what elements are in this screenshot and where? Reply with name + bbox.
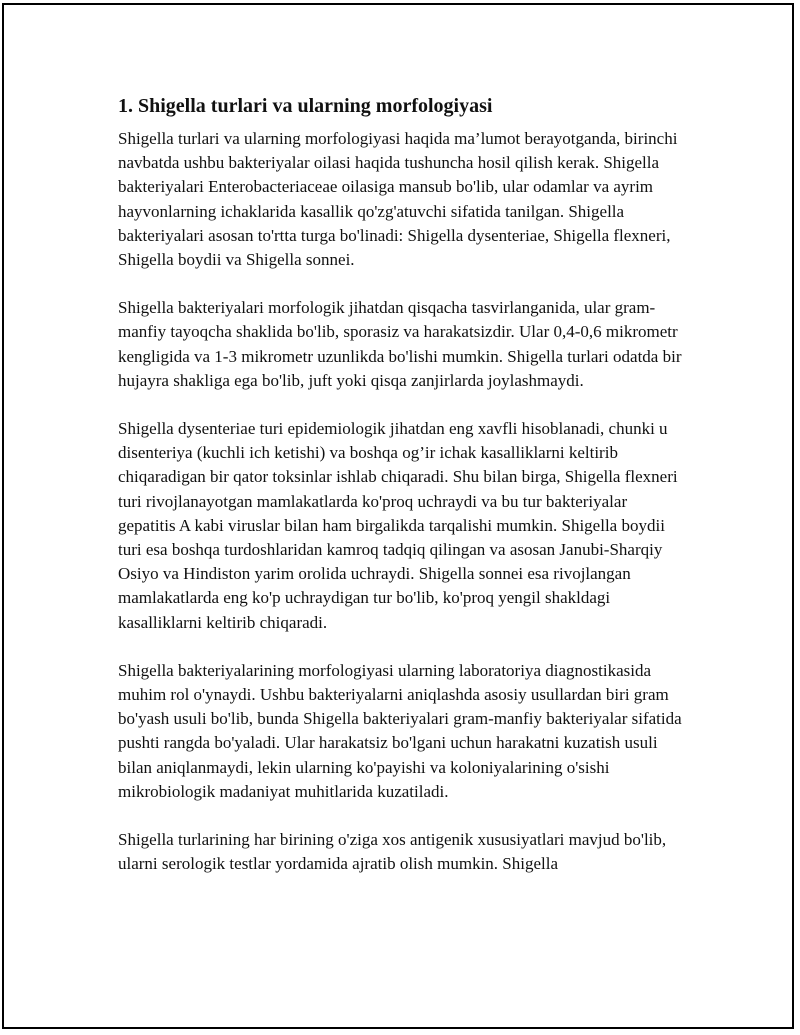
paragraph-intro: Shigella turlari va ularning morfologiyasi haqida ma’lumot berayotganda, birinchi navbatda ushbu bakteriyalar oilasi haqida tushuncha hosil qilish kerak. Shigella bakteriyalari Enterobacteriaceae oilasiga mansub bo'lib, ular odamlar va ayrim hayvonlarning ichaklarida kasallik qo'zg'atuvchi sifatida tanilgan. Shigella bakteriyalari asosan to'rtta turga bo'linadi: Shigella dysenteriae, Shigella flexneri, Shigella boydii va Shigella sonnei. xyxy=(118,129,678,270)
paragraph-morphology: Shigella bakteriyalari morfologik jihatdan qisqacha tasvirlanganida, ular gram-manfiy tayoqcha shaklida bo'lib, sporasiz va harakatsizdir. Ular 0,4-0,6 mikrometr kengligida va 1-3 mikrometr uzunlikda bo'lishi mumkin. Shigella turlari odatda bir hujayra shakliga ega bo'lib, juft yoki qisqa zanjirlarda joylashmaydi. xyxy=(118,298,682,390)
section-heading: 1. Shigella turlari va ularning morfologiyasi xyxy=(118,95,493,117)
document-body xyxy=(118,93,688,876)
paragraph-diagnostics: Shigella bakteriyalarining morfologiyasi ularning laboratoriya diagnostikasida muhim rol o'ynaydi. Ushbu bakteriyalarni aniqlashda asosiy usullardan biri gram bo'yash usuli bo'lib, bunda Shigella bakteriyalari gram-manfiy bakteriyalar sifatida pushti rangda bo'yaladi. Ular harakatsiz bo'lgani uchun harakatni kuzatish usuli bilan aniqlanmaydi, lekin ularning ko'payishi va koloniyalarining o'sishi mikrobiologik madaniyat muhitlarida kuzatiladi. xyxy=(118,660,682,801)
paragraph-species: Shigella dysenteriae turi epidemiologik jihatdan eng xavfli hisoblanadi, chunki u disenteriya (kuchli ich ketishi) va boshqa og’ir ichak kasalliklarni keltirib chiqaradigan bir qator toksinlar ishlab chiqaradi. Shu bilan birga, Shigella flexneri turi rivojlanayotgan mamlakatlarda ko'proq uchraydi va bu tur bakteriyalar gepatitis A kabi viruslar bilan ham birgalikda tarqalishi mumkin. Shigella boydii turi esa boshqa turdoshlaridan kamroq tadqiq qilingan va asosan Janubi-Sharqiy Osiyo va Hindiston yarim orolida uchraydi. Shigella sonnei esa rivojlangan mamlakatlarda eng ko'p uchraydigan tur bo'lib, ko'proq yengil shakldagi kasalliklarni keltirib chiqaradi. xyxy=(118,419,678,632)
paragraph-antigens: Shigella turlarining har birining o'ziga xos antigenik xususiyatlari mavjud bo'lib, ularni serologik testlar yordamida ajratib olish mumkin. Shigella xyxy=(118,830,667,874)
